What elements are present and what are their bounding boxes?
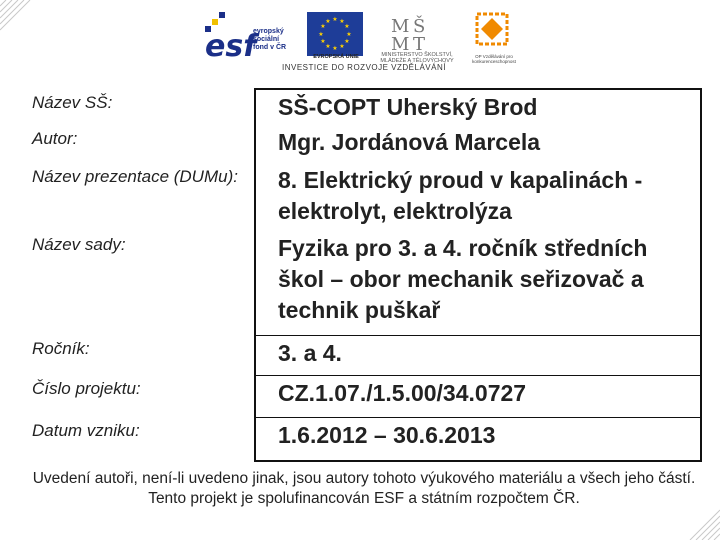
svg-text:T: T [413, 34, 426, 55]
svg-text:M: M [391, 16, 410, 37]
label-presentation: Název prezentace (DUMu): [32, 167, 238, 186]
eu-flag-logo [307, 12, 363, 56]
esf-text-line-2: sociální [253, 36, 280, 43]
svg-text:★: ★ [344, 23, 350, 30]
svg-text:★: ★ [325, 18, 331, 25]
svg-text:★: ★ [332, 16, 338, 23]
opvk-logo-label: OP Vzdělávání pro konkurenceschopnost [472, 54, 516, 64]
opvk-logo [463, 12, 523, 60]
tagline: INVESTICE DO ROZVOJE VZDĚLÁVÁNÍ [282, 63, 446, 72]
value-presentation: 8. Elektrický proud v kapalinách - elektrolyt, elektrolýza [255, 163, 701, 231]
svg-text:esf: esf [205, 29, 257, 60]
eu-logo-label: EVROPSKÁ UNIE [313, 54, 359, 60]
msmt-logo-label: MINISTERSTVO ŠKOLSTVÍ, MLÁDEŽE A TĚLOVÝCHOVY [380, 52, 454, 64]
info-table [28, 88, 702, 460]
label-author: Autor: [32, 129, 78, 148]
label-project-number: Číslo projektu: [32, 379, 141, 398]
value-year: 3. a 4. [255, 335, 701, 375]
footer-note: Uvedení autoři, není-li uvedeno jinak, jsou autory tohoto výukového materiálu a všech jeho částí. Tento projekt je spolufinancován ESF a státním rozpočtem ČR. [32, 470, 696, 507]
logo-strip [205, 8, 525, 76]
svg-text:★: ★ [346, 31, 352, 38]
row-date [28, 417, 701, 461]
row-presentation [28, 163, 701, 231]
value-author: Mgr. Jordánová Marcela [255, 125, 701, 163]
label-set: Název sady: [32, 235, 126, 254]
label-date: Datum vzniku: [32, 421, 140, 440]
row-project-number [28, 375, 701, 417]
label-year: Ročník: [32, 339, 90, 358]
svg-text:★: ★ [332, 45, 338, 52]
svg-text:★: ★ [320, 38, 326, 45]
svg-text:★: ★ [325, 43, 331, 50]
esf-text-line-3: fond v ČR [253, 44, 287, 51]
esf-logo-text [253, 28, 286, 52]
value-project-number: CZ.1.07./1.5.00/34.0727 [255, 375, 701, 417]
value-set: Fyzika pro 3. a 4. ročník středních škol – obor mechanik seřizovač a technik puškař [255, 231, 701, 335]
row-set [28, 231, 701, 335]
value-school: SŠ-COPT Uherský Brod [255, 89, 701, 125]
svg-text:★: ★ [318, 31, 324, 38]
svg-text:★: ★ [320, 23, 326, 30]
svg-text:★: ★ [344, 38, 350, 45]
svg-text:M: M [391, 34, 410, 55]
svg-text:★: ★ [339, 18, 345, 25]
row-author [28, 125, 701, 163]
value-date: 1.6.2012 – 30.6.2013 [255, 417, 701, 461]
esf-text-line-1: evropský [253, 28, 284, 35]
svg-text:Š: Š [413, 16, 426, 37]
svg-text:★: ★ [339, 43, 345, 50]
label-school: Název SŠ: [32, 93, 113, 112]
row-school [28, 89, 701, 125]
row-year [28, 335, 701, 375]
